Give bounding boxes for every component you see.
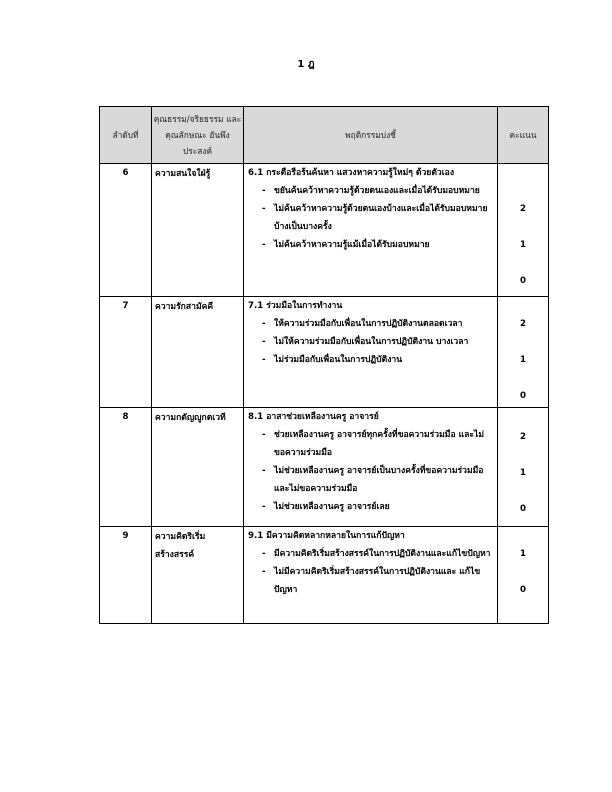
- indicator-cell: [244, 164, 498, 297]
- row-number: 7: [100, 297, 152, 408]
- level-item: - ไม่ให้ความร่วมมือกับเพื่อนในการปฏิบัติงาน บางเวลา: [248, 333, 493, 351]
- table-row: [100, 297, 549, 408]
- score-value: 2: [520, 432, 526, 442]
- level-text: ไม่ช่วยเหลืองานครู อาจารย์เป็นบางครั้งที่ขอความร่วมมือและไม่ขอความร่วมมือ: [274, 466, 484, 494]
- header-score: คะแนน: [498, 107, 549, 164]
- level-text: ไม่ค้นคว้าหาความรู้แม้เมื่อได้รับมอบหมาย: [274, 240, 430, 250]
- level-item: - ขยันค้นคว้าหาความรู้ด้วยตนเองและเมื่อได้รับมอบหมาย: [248, 182, 493, 200]
- score-value: 1: [520, 355, 526, 365]
- level-text: ไม่ร่วมมือกับเพื่อนในการปฏิบัติงาน: [274, 355, 403, 365]
- score-value: 2: [520, 319, 526, 329]
- virtue-name: ความกตัญญูกตเวที: [152, 408, 244, 527]
- score-value: 2: [520, 204, 526, 214]
- virtue-name: ความรักสามัคคี: [152, 297, 244, 408]
- level-item: - ไม่มีความคิดริเริ่มสร้างสรรค์ในการปฏิบัติงานและ แก้ไขปัญหา: [248, 563, 493, 599]
- virtue-name: ความสนใจใฝ่รู้: [152, 164, 244, 297]
- level-text: ขยันค้นคว้าหาความรู้ด้วยตนเองและเมื่อได้รับมอบหมาย: [274, 186, 480, 196]
- score-cell: [498, 164, 549, 297]
- score-cell: [498, 527, 549, 624]
- score-value: 0: [520, 504, 526, 514]
- level-text: ช่วยเหลืองานครู อาจารย์ทุกครั้งที่ขอความร่วมมือ และไม่ขอความร่วมมือ: [274, 430, 485, 458]
- evaluation-table: [99, 106, 549, 624]
- level-item: - ไม่ช่วยเหลืองานครู อาจารย์เลย: [248, 498, 493, 516]
- indicator-cell: [244, 297, 498, 408]
- level-item: - ช่วยเหลืองานครู อาจารย์ทุกครั้งที่ขอความร่วมมือ และไม่ขอความร่วมมือ: [248, 426, 493, 462]
- score-value: 1: [520, 549, 526, 559]
- score-value: 1: [520, 240, 526, 250]
- indicator-cell: [244, 527, 498, 624]
- score-cell: [498, 408, 549, 527]
- level-text: มีความคิดริเริ่มสร้างสรรค์ในการปฏิบัติงานและแก้ไขปัญหา: [274, 549, 491, 559]
- table-row: [100, 527, 549, 624]
- score-value: 0: [520, 276, 526, 286]
- row-number: 9: [100, 527, 152, 624]
- level-item: - ไม่ร่วมมือกับเพื่อนในการปฏิบัติงาน: [248, 351, 493, 369]
- score-value: 0: [520, 391, 526, 401]
- level-item: - มีความคิดริเริ่มสร้างสรรค์ในการปฏิบัติงานและแก้ไขปัญหา: [248, 545, 493, 563]
- level-item: - ไม่ค้นคว้าหาความรู้ด้วยตนเองบ้างและเมื่อได้รับมอบหมายบ้างเป็นบางครั้ง: [248, 200, 493, 236]
- header-virtue: คุณธรรม/จริยธรรม และคุณลักษณะ อันพึงประสงค์: [152, 107, 244, 164]
- page-header: 1 ฎ: [297, 59, 315, 70]
- virtue-name: ความคิดริเริ่มสร้างสรรค์: [152, 527, 244, 624]
- level-item: - ให้ความร่วมมือกับเพื่อนในการปฏิบัติงานตลอดเวลา: [248, 315, 493, 333]
- level-text: ไม่มีความคิดริเริ่มสร้างสรรค์ในการปฏิบัติงานและ แก้ไขปัญหา: [274, 567, 481, 595]
- indicator-title: 7.1 ร่วมมือในการทำงาน: [248, 301, 343, 311]
- indicator-title: 9.1 มีความคิดหลากหลายในการแก้ปัญหา: [248, 531, 405, 541]
- header-order: ลำดับที่: [100, 107, 152, 164]
- level-text: ไม่ช่วยเหลืองานครู อาจารย์เลย: [274, 502, 390, 512]
- score-value: 0: [520, 585, 526, 595]
- level-item: - ไม่ค้นคว้าหาความรู้แม้เมื่อได้รับมอบหมาย: [248, 236, 493, 254]
- level-item: - ไม่ช่วยเหลืองานครู อาจารย์เป็นบางครั้งที่ขอความร่วมมือและไม่ขอความร่วมมือ: [248, 462, 493, 498]
- score-cell: [498, 297, 549, 408]
- score-value: 1: [520, 468, 526, 478]
- row-number: 6: [100, 164, 152, 297]
- indicator-cell: [244, 408, 498, 527]
- row-number: 8: [100, 408, 152, 527]
- indicator-title: 6.1 กระตือรือร้นค้นหา แสวงหาความรู้ใหม่ๆ ด้วยตัวเอง: [248, 168, 455, 178]
- level-text: ไม่ให้ความร่วมมือกับเพื่อนในการปฏิบัติงาน บางเวลา: [274, 337, 469, 347]
- table-header-row: [100, 107, 549, 164]
- level-text: ไม่ค้นคว้าหาความรู้ด้วยตนเองบ้างและเมื่อได้รับมอบหมายบ้างเป็นบางครั้ง: [274, 204, 488, 232]
- indicator-title: 8.1 อาสาช่วยเหลืองานครู อาจารย์: [248, 412, 379, 422]
- level-text: ให้ความร่วมมือกับเพื่อนในการปฏิบัติงานตลอดเวลา: [274, 319, 463, 329]
- table-row: [100, 408, 549, 527]
- table-row: [100, 164, 549, 297]
- header-indicator: พฤติกรรมบ่งชี้: [244, 107, 498, 164]
